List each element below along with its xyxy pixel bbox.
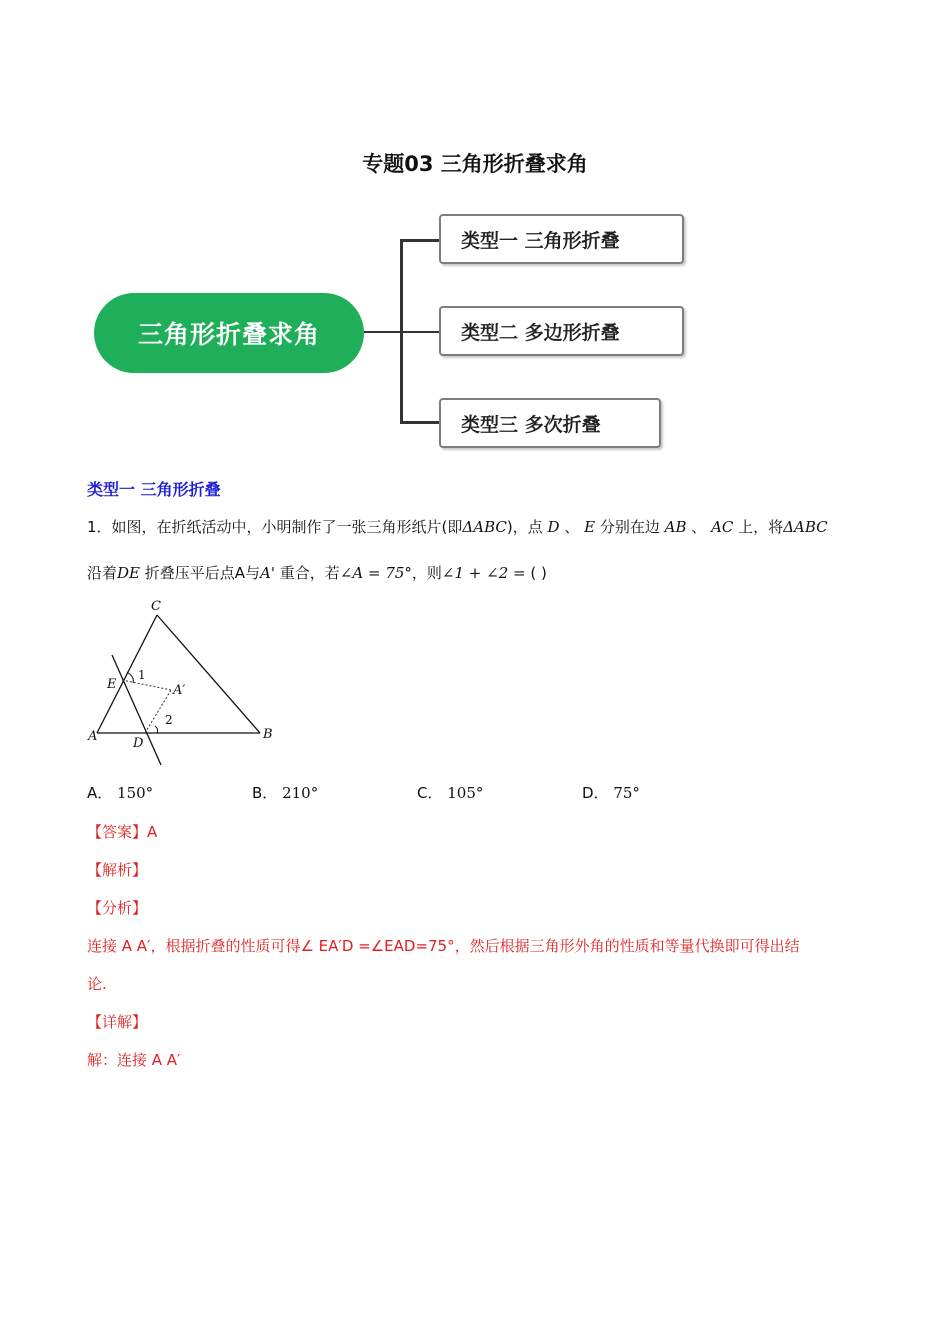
option-c[interactable] [417,782,483,803]
option-letter: A． [87,784,113,802]
option-value: 75° [613,784,640,802]
option-value: 210° [282,784,319,802]
mindmap-connector-main [364,331,400,333]
q-math: ∠1 + ∠2 = [441,564,526,582]
mindmap-connector-top [400,239,440,242]
option-value: 105° [447,784,484,802]
q-text: 重合，若 [279,564,340,582]
mindmap-branch-1: 类型一 三角形折叠 [439,214,684,264]
option-value: 150° [117,784,154,802]
mindmap-connector-mid [400,331,440,333]
q-math: ΔABC [783,518,828,536]
q-text: 上，将 [738,518,784,536]
fold-edge-ea [122,680,171,690]
q-paren: ( ) [530,564,547,582]
angle-2-arc [155,726,158,733]
label-b: B [263,727,273,742]
option-d[interactable] [582,782,640,803]
triangle-figure [85,595,285,770]
q-math: AC [711,518,734,536]
side-ac [97,615,157,733]
q-math: AB [664,518,687,536]
label-a: A [88,729,98,744]
q-math: DE [117,564,140,582]
section-heading: 类型一 三角形折叠 [87,480,221,499]
detail-line-1: 解：连接 A A′ [87,1051,181,1069]
answer-label: 【答案】A [87,823,158,841]
q-text: 分别在边 [599,518,660,536]
q-math: E [584,518,596,536]
mindmap-root: 三角形折叠求角 [94,293,364,373]
answer-options [0,782,950,806]
q-text: 折叠压平后点A与 [144,564,261,582]
fenxi-line-2: 论. [87,975,107,993]
label-d: D [133,736,144,751]
mindmap-branch-3: 类型三 多次折叠 [439,398,661,448]
question-line-1 [87,516,828,537]
mindmap-connector-bottom [400,421,440,424]
label-angle-1: 1 [138,668,146,682]
label-c: C [151,599,161,614]
option-letter: B． [252,784,278,802]
fenxi-line-1: 连接 A A′，根据折叠的性质可得∠ EA′D =∠EAD=75°，然后根据三角形外角的性质和等量代换即可得出结 [87,937,800,955]
q-math: A' [260,564,276,582]
q-text: 沿着 [87,564,118,582]
label-a-prime: A′ [173,683,186,698]
option-letter: D． [582,784,609,802]
analysis-label: 【解析】 [87,861,148,879]
q-text: 、 [564,518,580,536]
page-title: 专题03 三角形折叠求角 [362,152,588,176]
option-b[interactable] [252,782,318,803]
q-text: ，则 [411,564,442,582]
option-letter: C． [417,784,443,802]
fenxi-label: 【分析】 [87,899,148,917]
option-a[interactable] [87,782,153,803]
q-text: 1．如图，在折纸活动中，小明制作了一张三角形纸片(即 [87,518,463,536]
q-math: D [547,518,560,536]
q-text: 、 [691,518,707,536]
mindmap-branch-2: 类型二 多边形折叠 [439,306,684,356]
detail-label: 【详解】 [87,1013,148,1031]
q-math: ∠A = 75° [339,564,412,582]
question-line-2 [87,562,547,583]
q-math: ΔABC [462,518,507,536]
label-e: E [107,677,117,692]
q-text: )，点 [506,518,543,536]
label-angle-2: 2 [165,713,173,727]
